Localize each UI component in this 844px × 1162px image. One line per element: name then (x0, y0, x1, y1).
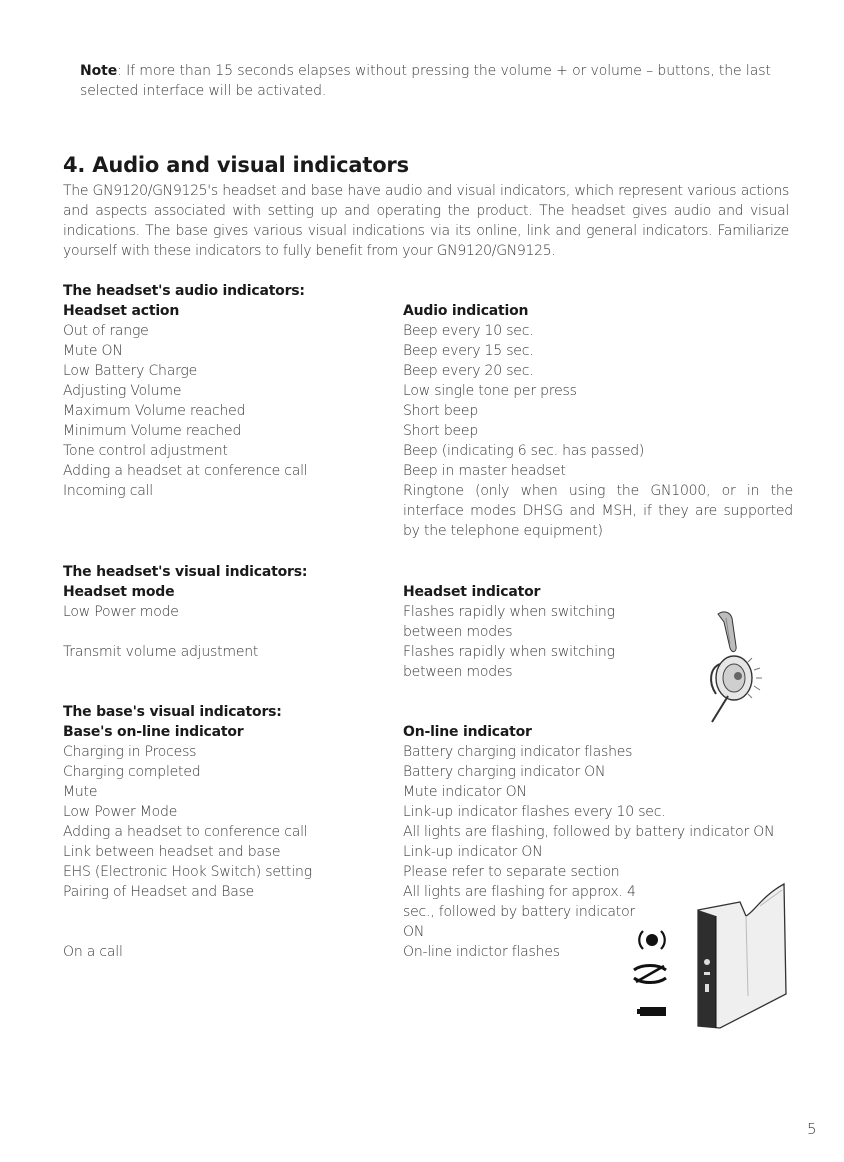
audio-action: Low Battery Charge (63, 363, 198, 379)
base-mode: EHS (Electronic Hook Switch) setting (63, 864, 312, 880)
audio-indication: Ringtone (only when using the GN1000, or in the interface modes DHSG and MSH, if they are supported by the telephone equipment) (403, 483, 793, 539)
table-row (63, 782, 793, 802)
table-row (63, 842, 793, 862)
base-mode: Link between headset and base (63, 844, 281, 860)
note-paragraph (80, 61, 792, 101)
base-indication: Please refer to separate section (403, 864, 620, 880)
table-row (63, 602, 793, 642)
audio-indication: Beep every 15 sec. (403, 343, 534, 359)
audio-indicators-heading: The headset's audio indicators: (63, 283, 305, 299)
table-row (63, 481, 793, 541)
note-label: Note (80, 63, 118, 79)
audio-indication: Low single tone per press (403, 383, 577, 399)
table-row (63, 381, 793, 401)
headset-visual-heading: The headset's visual indicators: (63, 564, 308, 580)
headset-mode-header: Headset mode (63, 584, 175, 600)
section-title: 4. Audio and visual indicators (63, 153, 409, 177)
headset-visual-block (63, 562, 793, 682)
base-visual-block (63, 702, 793, 962)
audio-table-header (63, 301, 793, 321)
headset-mode: Transmit volume adjustment (63, 644, 259, 660)
base-visual-heading: The base's visual indicators: (63, 704, 282, 720)
base-mode: Charging completed (63, 764, 201, 780)
audio-indication: Beep in master headset (403, 463, 566, 479)
table-row (63, 882, 793, 942)
table-row (63, 942, 793, 962)
base-indication: All lights are flashing, followed by battery indicator ON (403, 824, 775, 840)
audio-action: Incoming call (63, 483, 153, 499)
audio-indication: Beep (indicating 6 sec. has passed) (403, 443, 645, 459)
table-row (63, 642, 793, 682)
base-mode: On a call (63, 944, 123, 960)
table-row (63, 802, 793, 822)
table-row (63, 742, 793, 762)
base-mode: Adding a headset to conference call (63, 824, 308, 840)
audio-indication: Beep every 10 sec. (403, 323, 534, 339)
audio-indication: Beep every 20 sec. (403, 363, 534, 379)
audio-action: Minimum Volume reached (63, 423, 242, 439)
audio-indicators-block (63, 281, 793, 541)
base-visual-table-header (63, 722, 793, 742)
table-row (63, 441, 793, 461)
headset-visual-table-header (63, 582, 793, 602)
base-indication: Battery charging indicator flashes (403, 744, 633, 760)
audio-indication: Short beep (403, 423, 479, 439)
headset-illustration (690, 608, 780, 726)
base-indication: Mute indicator ON (403, 784, 527, 800)
audio-col-action-header: Headset action (63, 303, 180, 319)
table-row (63, 401, 793, 421)
table-row (63, 862, 793, 882)
audio-action: Tone control adjustment (63, 443, 228, 459)
base-online-header: Base's on-line indicator (63, 724, 244, 740)
headset-indication: Flashes rapidly when switching between modes (403, 604, 615, 640)
base-mode: Mute (63, 784, 98, 800)
base-indication: Link-up indicator ON (403, 844, 543, 860)
audio-action: Maximum Volume reached (63, 403, 246, 419)
table-row (63, 822, 793, 842)
note-text: : If more than 15 seconds elapses without pressing the volume + or volume – buttons, the last selected interface will be activated. (80, 63, 771, 99)
base-indication: On-line indictor flashes (403, 944, 560, 960)
audio-action: Out of range (63, 323, 149, 339)
base-indication: All lights are flashing for approx. 4 sec., followed by battery indicator ON (403, 884, 636, 940)
audio-action: Adding a headset at conference call (63, 463, 308, 479)
battery-indicator-icon (636, 1004, 670, 1018)
audio-action: Adjusting Volume (63, 383, 182, 399)
headset-indication: Flashes rapidly when switching between modes (403, 644, 615, 680)
audio-action: Mute ON (63, 343, 123, 359)
headset-mode: Low Power mode (63, 604, 179, 620)
base-indication: Link-up indicator flashes every 10 sec. (403, 804, 666, 820)
table-row (63, 361, 793, 381)
page-number: 5 (807, 1120, 817, 1138)
table-row (63, 421, 793, 441)
base-mode: Low Power Mode (63, 804, 178, 820)
online-indicator-icon (632, 924, 672, 956)
base-station-illustration (690, 876, 790, 1034)
base-mode: Charging in Process (63, 744, 197, 760)
audio-col-indication-header: Audio indication (403, 303, 529, 319)
headset-indicator-header: Headset indicator (403, 584, 541, 600)
mute-indicator-icon (630, 962, 670, 986)
section-intro: The GN9120/GN9125's headset and base have audio and visual indicators, which represent various actions and aspects associated with setting up and operating the product. The headset gives audio and visual indications. The base gives various visual indications via its online, link and general indicators. Familiarize yourself with these indicators to fully benefit from your GN9120/GN9125. (63, 183, 789, 259)
audio-indication: Short beep (403, 403, 479, 419)
table-row (63, 321, 793, 341)
table-row (63, 461, 793, 481)
table-row (63, 762, 793, 782)
base-mode: Pairing of Headset and Base (63, 884, 255, 900)
online-indicator-header: On-line indicator (403, 724, 532, 740)
base-indication: Battery charging indicator ON (403, 764, 606, 780)
table-row (63, 341, 793, 361)
